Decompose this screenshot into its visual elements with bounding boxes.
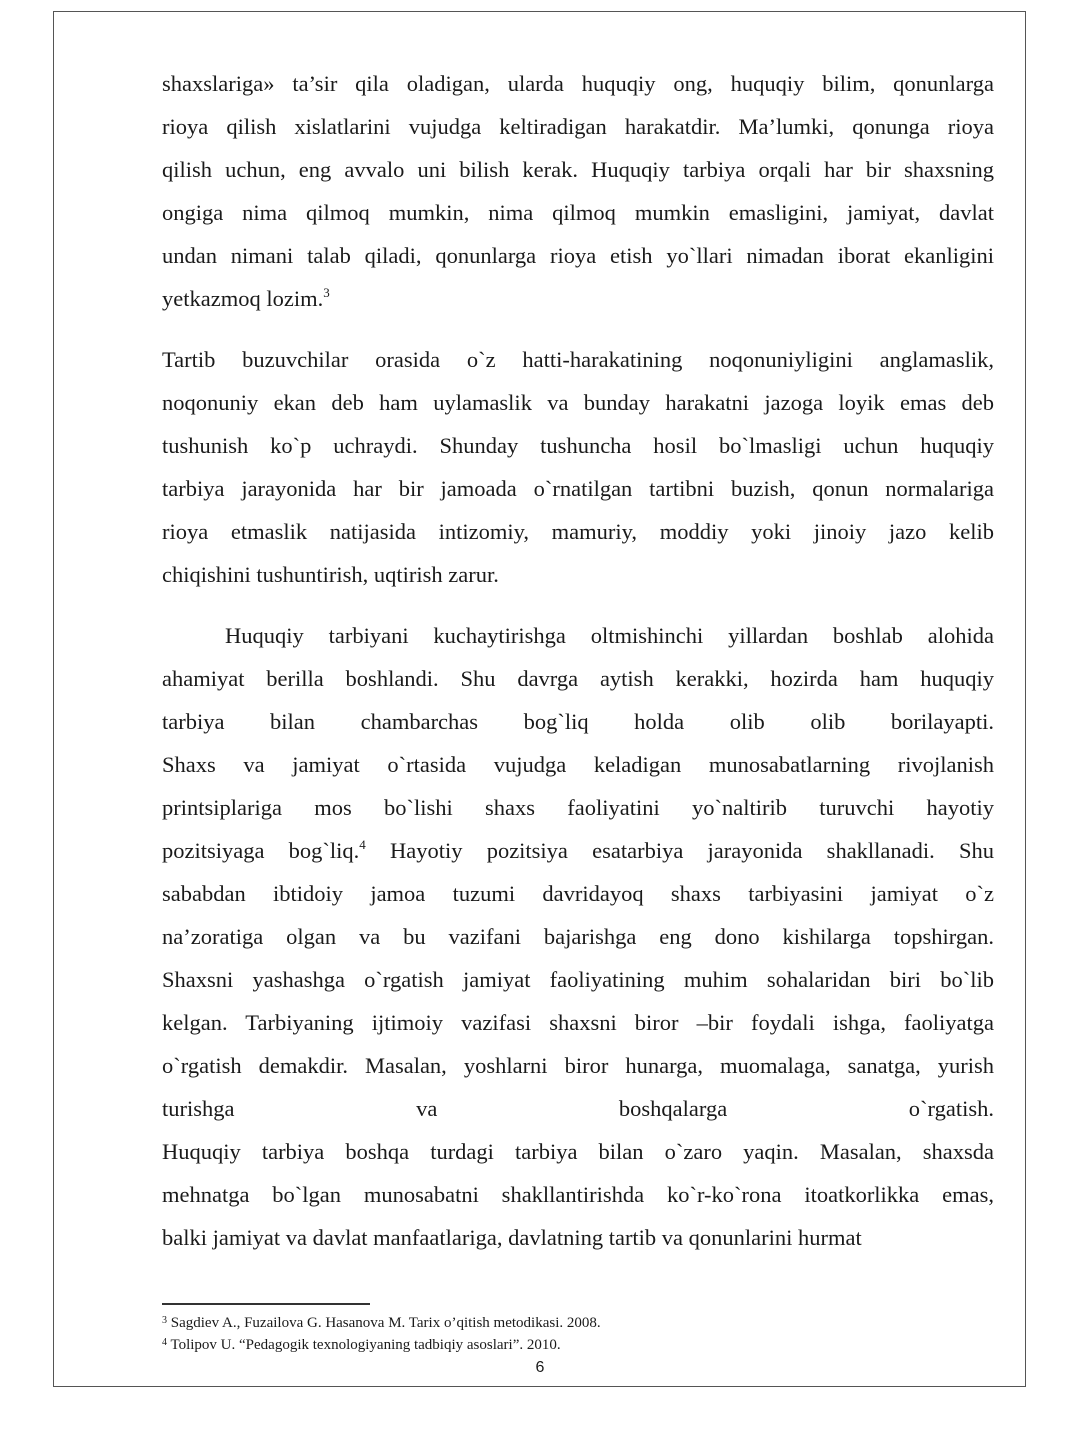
paragraph-line: qilish uchun, eng avvalo uni bilish kerak. Huquqiy tarbiya orqali har bir shaxsning <box>162 157 994 182</box>
paragraph-line: tarbiya bilan chambarchas bog`liq holda olib olib borilayapti. <box>162 709 994 734</box>
footnote-3 <box>162 1312 862 1334</box>
footnote-separator <box>162 1303 370 1305</box>
paragraph-line: Tartib buzuvchilar orasida o`z hatti-harakatining noqonuniyligini anglamaslik, <box>162 347 994 372</box>
paragraph-line <box>162 277 994 320</box>
paragraph-line: noqonuniy ekan deb ham uylamaslik va bunday harakatni jazoga loyik emas deb <box>162 390 994 415</box>
paragraph-line: shaxslariga» ta’sir qila oladigan, ularda huquqiy ong, huquqiy bilim, qonunlarga <box>162 71 994 96</box>
paragraph-line: na’zoratiga olgan va bu vazifani bajarishga eng dono kishilarga topshirgan. <box>162 924 994 949</box>
footnote-number: 4 <box>162 1337 167 1348</box>
paragraph-line: tushunish ko`p uchraydi. Shunday tushuncha hosil bo`lmasligi uchun huquqiy <box>162 433 994 458</box>
footnote-text: Sagdiev A., Fuzailova G. Hasanova M. Tarix o’qitish metodikasi. 2008. <box>170 1315 601 1331</box>
paragraph-line: Huquqiy tarbiya boshqa turdagi tarbiya bilan o`zaro yaqin. Masalan, shaxsda <box>162 1139 994 1164</box>
paragraph-line-text: yetkazmoq lozim. <box>162 286 324 311</box>
paragraph-line: sababdan ibtidoiy jamoa tuzumi davridayoq shaxs tarbiyasini jamiyat o`z <box>162 881 994 906</box>
paragraph-line <box>162 829 994 872</box>
paragraph-line: printsiplariga mos bo`lishi shaxs faoliyatini yo`naltirib turuvchi hayotiy <box>162 795 994 820</box>
footnote-number: 3 <box>162 1315 167 1326</box>
paragraph-line-text: pozitsiyaga bog`liq. <box>162 838 360 863</box>
footnotes <box>162 1312 862 1356</box>
footnote-ref-3[interactable]: 3 <box>323 285 330 300</box>
page-number: 6 <box>535 1359 545 1376</box>
paragraph-line: Shaxsni yashashga o`rgatish jamiyat faoliyatining muhim sohalaridan biri bo`lib <box>162 967 994 992</box>
paragraph-line: rioya etmaslik natijasida intizomiy, mamuriy, moddiy yoki jinoiy jazo kelib <box>162 519 994 544</box>
paragraph-line: ongiga nima qilmoq mumkin, nima qilmoq mumkin emasligini, jamiyat, davlat <box>162 200 994 225</box>
paragraph-line: rioya qilish xislatlarini vujudga keltiradigan harakatdir. Ma’lumki, qonunga rioya <box>162 114 994 139</box>
footnote-ref-4[interactable]: 4 <box>359 837 366 852</box>
paragraph-line: tarbiya jarayonida har bir jamoada o`rnatilgan tartibni buzish, qonun normalariga <box>162 476 994 501</box>
paragraph-line: kelgan. Tarbiyaning ijtimoiy vazifasi shaxsni biror –bir foydali ishga, faoliyatga <box>162 1010 994 1035</box>
footnote-4 <box>162 1334 862 1356</box>
paragraph-line: undan nimani talab qiladi, qonunlarga rioya etish yo`llari nimadan iborat ekanligini <box>162 243 994 268</box>
paragraph-4 <box>162 1130 994 1259</box>
paragraph-3 <box>162 614 994 1130</box>
paragraph-line-text: Hayotiy pozitsiya esatarbiya jarayonida shakllanadi. Shu <box>365 838 994 863</box>
footnote-text: Tolipov U. “Pedagogik texnologiyaning tadbiqiy asoslari”. 2010. <box>170 1337 561 1353</box>
paragraph-line: Huquqiy tarbiyani kuchaytirishga oltmishinchi yillardan boshlab alohida <box>225 623 994 648</box>
paragraph-line: chiqishini tushuntirish, uqtirish zarur. <box>162 562 499 587</box>
paragraph-line: turishga va boshqalarga o`rgatish. <box>162 1096 994 1121</box>
paragraph-line: ahamiyat berilla boshlandi. Shu davrga aytish kerakki, hozirda ham huquqiy <box>162 666 994 691</box>
paragraph-line: o`rgatish demakdir. Masalan, yoshlarni biror hunarga, muomalaga, sanatga, yurish <box>162 1053 994 1078</box>
paragraph-line: Shaxs va jamiyat o`rtasida vujudga keladigan munosabatlarning rivojlanish <box>162 752 994 777</box>
paragraph-line: balki jamiyat va davlat manfaatlariga, davlatning tartib va qonunlarini hurmat <box>162 1225 862 1250</box>
paragraph-1 <box>162 62 994 320</box>
paragraph-2 <box>162 338 994 596</box>
paragraph-line: mehnatga bo`lgan munosabatni shakllantirishda ko`r-ko`rona itoatkorlikka emas, <box>162 1182 994 1207</box>
